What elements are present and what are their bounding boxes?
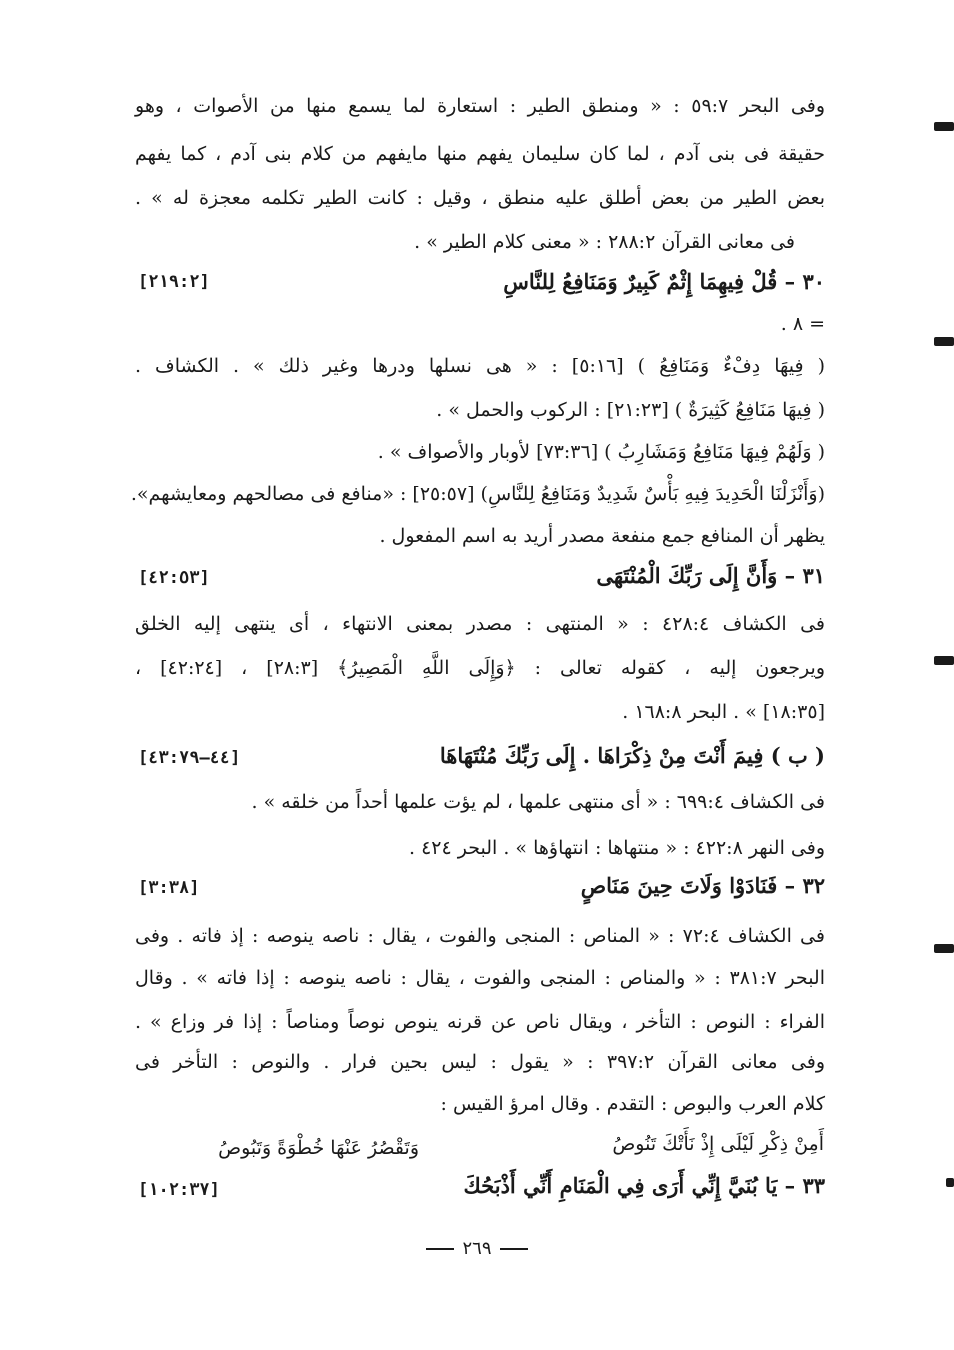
verse-reference: [٤٤–٤٣:٧٩] <box>138 748 241 768</box>
text-line: حقيقة فى بنى آدم ، لما كان سليمان يفهم منها مايفهم من كلام بنى آدم ، كما يفهم <box>135 143 825 165</box>
entry-heading-31b: ( ب ) فِيمَ أَنْتَ مِنْ ذِكْرَاهَا . إِلَى رَبِّكَ مُنْتَهَاهَا <box>439 743 825 768</box>
entry-heading-30: ٣٠ – قُلْ فِيهِمَا إِثْمٌ كَبِيرٌ وَمَنَافِعُ لِلنَّاسِ <box>503 269 825 294</box>
text-line: وفى معانى القرآن ٣٩٧:٢ : « يقول : ليس بحين فرار . والنوص : التأخر فى <box>135 1051 825 1073</box>
verse-reference: [٤٢:٥٣] <box>138 568 210 588</box>
text-line: فى الكشاف ٧٢:٤ : « المناص : المنجى والفوت ، يقال : ناصه ينوصه : إذ فاته . وفى <box>135 925 825 947</box>
text-line: ويرجعون إليه ، كقوله تعالى : ﴿وَإِلَى اللَّهِ الْمَصِيرُ﴾ [٢٨:٣] ، [٤٢:٢٤] ، <box>135 657 826 679</box>
page-number-dash <box>426 1248 454 1250</box>
text-line: فى الكشاف ٤٢٨:٤ : « المنتهى : مصدر بمعنى الانتهاء ، أى ينتهى إليه الخلق <box>135 613 826 635</box>
text-line: ( فِيهَا دِفْءٌ وَمَنَافِعُ ) [٥:١٦] : « هى نسلها ودرها وغير ذلك » . الكشاف . <box>135 355 825 377</box>
text-line: البحر ٣٨١:٧ : « والمناص : المنجى والفوت ، يقال : ناصه ينوصه : إذا فاته » . وقال <box>135 967 825 989</box>
verse-reference: [١٠٢:٣٧] <box>138 1180 220 1200</box>
text-line: الفراء : النوص : التأخر ، ويقال ناص عن قرنه ينوص نوصاً ومناصاً : إذا فر وزاع » . <box>135 1011 825 1033</box>
text-line: فى الكشاف ٦٩٩:٤ : « أى منتهى علمها ، لم يؤت علمها أحداً من خلقه » . <box>251 791 825 813</box>
text-line: وفى البحر ٥٩:٧ : « ومنطق الطير : استعارة لما يسمع منها من الأصوات ، وهو <box>135 95 825 117</box>
binding-mark <box>934 122 954 131</box>
entry-heading-32: ٣٢ – فَنَادَوْا وَلَاتَ حِينَ مَنَاصٍ <box>580 873 825 898</box>
page-number <box>0 1238 954 1259</box>
text-line: بعض الطير من بعض أطلق عليه منطق ، وقيل : كانت الطير تكلمه معجزة له » . <box>135 187 825 209</box>
text-line: فى معانى القرآن ٢٨٨:٢ : « معنى كلام الطير » . <box>414 231 795 253</box>
text-line: كلام العرب والبوص : التقدم . وقال امرؤ القيس : <box>440 1093 825 1115</box>
poem-first-hemistich: أَمِنْ ذِكْرِ لَيْلَى إِذْ نَأَتْكَ تَنُوصُ <box>612 1133 824 1155</box>
text-line: ( وَلَهُمْ فِيهَا مَنَافِعُ وَمَشَارِبُ ) [٧٣:٣٦] لأوبار والأصواف » . <box>377 441 825 463</box>
page-number-dash <box>500 1248 528 1250</box>
poem-second-hemistich: وَتَقْصُرُ عَنْهَا خُطْوَةً وَتَبُوصُ <box>218 1137 419 1159</box>
text-line: = ٨ . <box>780 313 825 335</box>
entry-heading-33: ٣٣ – يَا بُنَيَّ إِنِّي أَرَى فِي الْمَنَامِ أَنِّي أَذْبَحُكَ <box>463 1173 825 1198</box>
binding-mark <box>946 1178 954 1187</box>
page-number-value: ٢٦٩ <box>462 1238 492 1259</box>
verse-reference: [٢١٩:٢] <box>138 272 210 292</box>
text-line: ( فِيهَا مَنَافِعُ كَثِيرَةٌ ) [٢١:٢٣] : الركوب والحمل » . <box>436 399 825 421</box>
text-line: وفى النهر ٤٢٢:٨ : « منتهاها : انتهاؤها » . البحر ٤٢٤ . <box>409 837 825 859</box>
text-line: (وَأَنْزَلْنَا الْحَدِيدَ فِيهِ بَأْسٌ شَدِيدٌ وَمَنَافِعُ لِلنَّاسِ) [٢٥:٥٧] : «منافع فى مصالحهم ومعايشهم». <box>130 483 825 505</box>
text-line: يظهر أن المنافع جمع منفعة مصدر أريد به اسم المفعول . <box>379 525 825 547</box>
binding-mark <box>934 656 954 665</box>
binding-mark <box>934 944 954 953</box>
binding-mark <box>934 337 954 346</box>
verse-reference: [٣:٣٨] <box>138 878 200 898</box>
entry-heading-31: ٣١ – وَأَنَّ إِلَى رَبِّكَ الْمُنْتَهَى <box>596 563 825 588</box>
text-line: [١٨:٣٥] » . البحر ١٦٨:٨ . <box>622 701 825 723</box>
